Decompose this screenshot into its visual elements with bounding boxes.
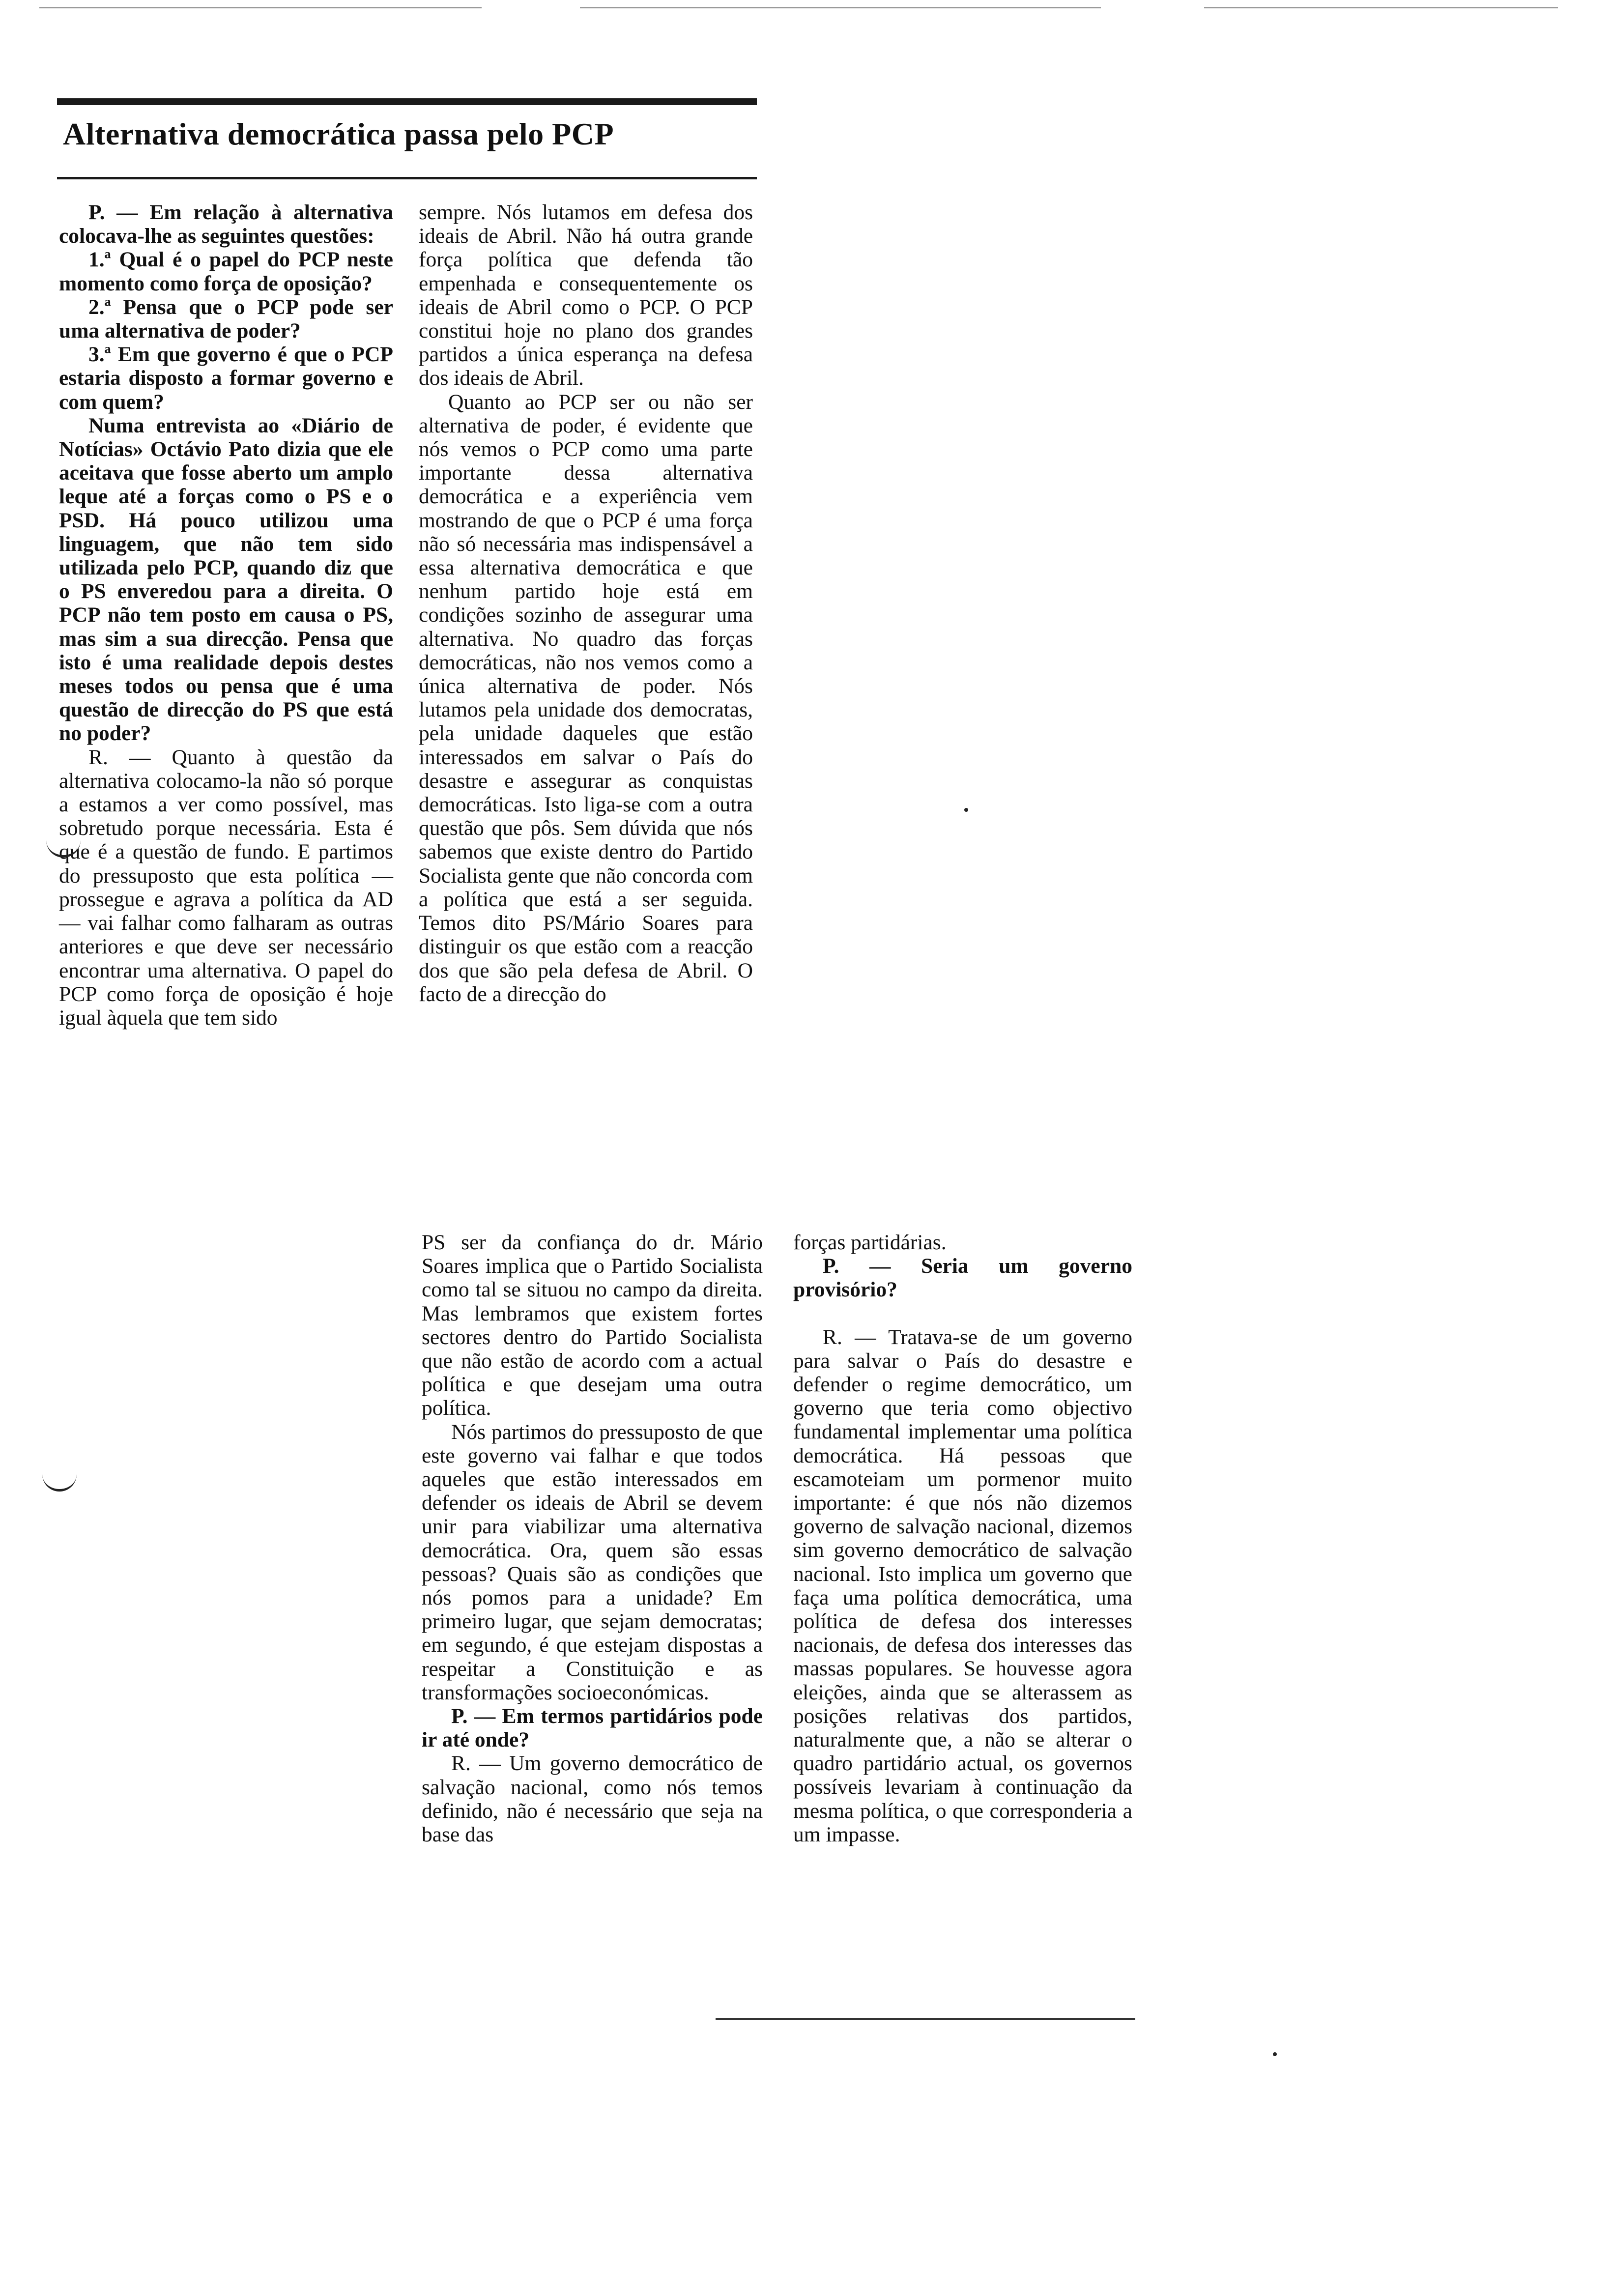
article-title: Alternativa democrática passa pelo PCP — [63, 116, 614, 151]
question-3: 3.ª Em que governo é que o PCP estaria disposto a formar governo e com quem? — [59, 343, 393, 414]
paragraph: Quanto ao PCP ser ou não ser alternativa de poder, é evidente que nós vemos o PCP como uma parte importante dessa alternativa democrática e a experiência vem mostrando de que o PCP é uma força não só necessária mas indispensável a essa alternativa democrática e que nenhum partido hoje está em condições sozinho de assegurar uma alternativa. No quadro das forças democráticas, não nos vemos como a única alternativa de poder. Nós lutamos pela unidade dos democratas, pela unidade daqueles que estão interessados em salvar o País do desastre e assegurar as conquistas democráticas. Isto liga-se com a outra questão que pôs. Sem dúvida que nós sabemos que existe dentro do Partido Socialista gente que não concorda com a política que está a ser seguida. Temos dito PS/Mário Soares para distinguir os que estão com a reacção dos que são pela defesa de Abril. O facto de a direcção do — [419, 390, 753, 1006]
paragraph: sempre. Nós lutamos em defesa dos ideais de Abril. Não há outra grande força política que defenda tão empenhada e consequentemente os ideais de Abril como o PCP. O PCP constitui hoje no plano dos grandes partidos a única esperança na defesa dos ideais de Abril. — [419, 201, 753, 390]
paragraph: Nós partimos do pressuposto de que este governo vai falhar e que todos aqueles que estão interessados em defender os ideais de Abril se devem unir para viabilizar uma alternativa democrática. Ora, quem são essas pessoas? Quais são as condições que nós pomos para a unidade? Em primeiro lugar, que sejam democratas; em segundo, é que estejam dispostas a respeitar a Constituição e as transformações socioeconómicas. — [422, 1420, 763, 1704]
question-2: 2.ª Pensa que o PCP pode ser uma alternativa de poder? — [59, 295, 393, 343]
question-context: Numa entrevista ao «Diário de Notícias» Octávio Pato dizia que ele aceitava que fosse aberto um amplo leque até a forças como o PS e o PSD. Há pouco utilizou uma linguagem, que não tem sido utilizada pelo PCP, quando diz que o PS enveredou para a direita. O PCP não tem posto em causa o PS, mas sim a sua direcção. Pensa que isto é uma realidade depois destes meses todos ou pensa que é uma questão de direcção do PS que está no poder? — [59, 413, 393, 746]
scan-speck — [964, 808, 968, 812]
scan-speck — [1273, 2052, 1277, 2056]
title-underline — [57, 177, 757, 179]
answer-paragraph: R. — Tratava-se de um governo para salvar o País do desastre e defender o regime democrático, um governo que teria como objectivo fundamental implementar uma política democrática. Há pessoas que escamoteiam um pormenor muito importante: é que nós não dizemos governo de salvação nacional, dizemos sim governo democrático de salvação nacional. Isto implica um governo que faça uma política democrática, uma política de defesa dos interesses nacionais, de defesa dos interesses das massas populares. Se houvesse agora eleições, ainda que se alterassem as posições relativas dos partidos, naturalmente que, a não se alterar o quadro partidário actual, os governos possíveis levariam à continuação da mesma política, o que corresponderia a um impasse. — [793, 1325, 1132, 1846]
scan-edge-line — [1204, 7, 1558, 8]
paragraph: PS ser da confiança do dr. Mário Soares implica que o Partido Socialista como tal se situou no campo da direita. Mas lembramos que existem fortes sectores dentro do Partido Socialista que não estão de acordo com a actual política e que desejam uma outra política. — [422, 1231, 763, 1420]
column-2-bottom — [422, 1231, 763, 1846]
answer-paragraph: R. — Um governo democrático de salvação nacional, como nós temos definido, não é necessário que seja na base das — [422, 1751, 763, 1847]
scan-mark — [42, 1474, 77, 1492]
question-1: 1.ª Qual é o papel do PCP neste momento como força de oposição? — [59, 248, 393, 295]
header-rule — [57, 98, 757, 105]
answer-paragraph: R. — Quanto à questão da alternativa colocamo-la não só porque a estamos a ver como possível, mas sobretudo porque necessária. Esta é que é a questão de fundo. E partimos do pressuposto que esta política — prossegue e agrava a política da AD — vai falhar como falharam as outras anteriores e que deve ser necessário encontrar uma alternativa. O papel do PCP como força de oposição é hoje igual àquela que tem sido — [59, 745, 393, 1030]
column-2-top — [419, 201, 753, 1006]
question: P. — Em termos partidários pode ir até onde? — [422, 1704, 763, 1752]
question-intro: P. — Em relação à alternativa colocava-lhe as seguintes questões: — [59, 201, 393, 248]
question: P. — Seria um governo provisório? — [793, 1254, 1132, 1302]
end-rule — [716, 2018, 1135, 2020]
column-1 — [59, 201, 393, 1030]
scan-edge-line — [39, 7, 482, 8]
column-3 — [793, 1231, 1132, 1846]
scan-edge-line — [580, 7, 1101, 8]
paragraph: forças partidárias. — [793, 1231, 947, 1254]
